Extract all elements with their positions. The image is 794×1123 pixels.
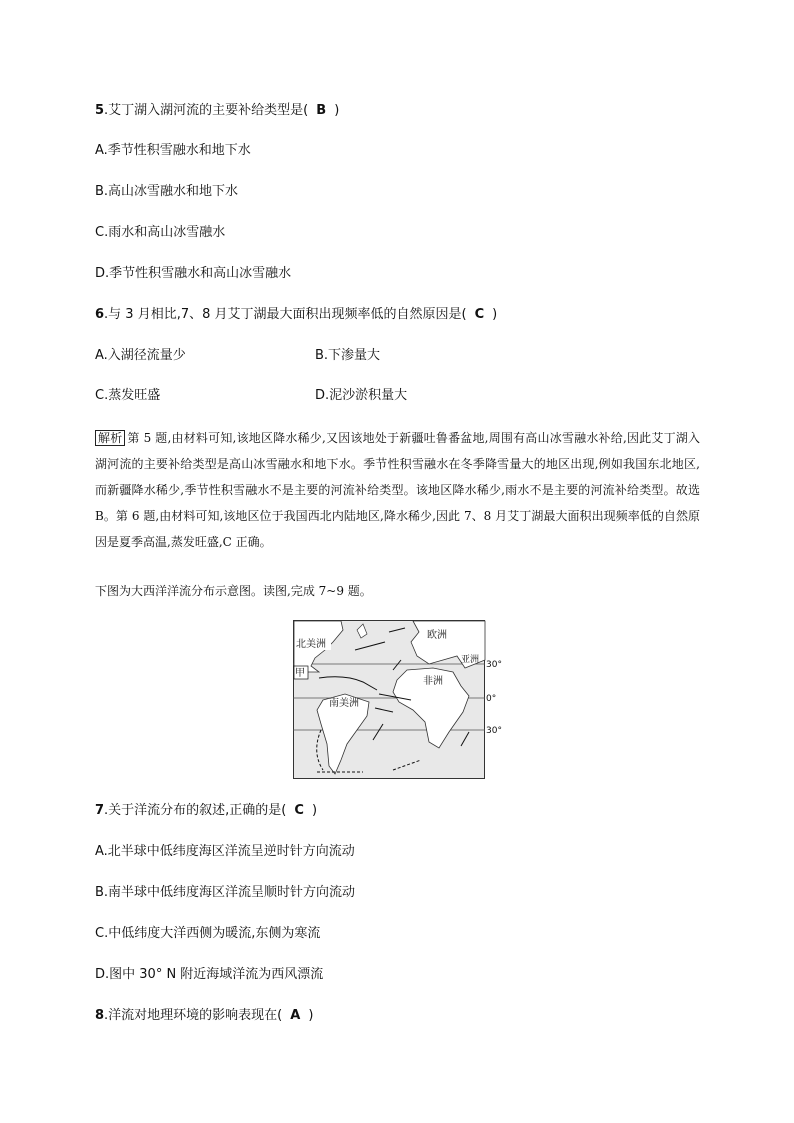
lat-label-30s: 30°	[486, 726, 502, 736]
question-number: 7	[95, 803, 105, 818]
option-b: B.下渗量大	[315, 348, 381, 363]
option-d: D.季节性积雪融水和高山冰雪融水	[95, 266, 292, 281]
option-d: D.图中 30° N 附近海域洋流为西风漂流	[95, 967, 324, 982]
question-text: .洋流对地理环境的影响表现在(	[104, 1008, 283, 1023]
question-6: 6.与 3 月相比,7、8 月艾丁湖最大面积出现频率低的自然原因是( C )	[95, 307, 498, 322]
option-c: C.雨水和高山冰雪融水	[95, 225, 226, 240]
option-a: A.北半球中低纬度海区洋流呈逆时针方向流动	[95, 844, 355, 859]
label-south-america: 南美洲	[329, 698, 359, 709]
answer: C	[294, 803, 304, 818]
question-number: 6	[95, 307, 105, 322]
label-jia: 甲	[295, 668, 305, 679]
option-d: D.泥沙淤积量大	[315, 388, 408, 403]
question-number: 5	[95, 103, 105, 118]
label-africa: 非洲	[423, 676, 443, 687]
answer: B	[316, 103, 327, 118]
answer: C	[474, 307, 485, 322]
question-text: .与 3 月相比,7、8 月艾丁湖最大面积出现频率低的自然原因是(	[104, 307, 467, 322]
option-row-cd	[95, 388, 408, 404]
explanation	[95, 425, 700, 555]
explanation-text: 第 5 题,由材料可知,该地区降水稀少,又因该地处于新疆吐鲁番盆地,周围有高山冰雪融水补给,因此艾丁湖入湖河流的主要补给类型是高山冰雪融水和地下水。季节性积雪融水在冬季降雪量大的地区出现,例如我国东北地区,而新疆降水稀少,季节性积雪融水不是主要的河流补给类型。该地区降水稀少,雨水不是主要的河流补给类型。故选 B。第 6 题,由材料可知,该地区位于我国西北内陆地区,降水稀少,因此 7、8 月艾丁湖最大面积出现频率低的自然原因是夏季高温,蒸发旺盛,C 正确。	[95, 431, 700, 549]
option-c: C.蒸发旺盛	[95, 388, 161, 403]
explanation-tag: 解析	[95, 430, 125, 446]
label-north-america: 北美洲	[296, 639, 326, 650]
label-asia: 亚洲	[461, 655, 480, 665]
question-text: .艾丁湖入湖河流的主要补给类型是(	[104, 103, 309, 118]
question-7: 7.关于洋流分布的叙述,正确的是( C )	[95, 803, 318, 818]
answer: A	[290, 1008, 301, 1023]
figure-intro: 下图为大西洋洋流分布示意图。读图,完成 7~9 题。	[95, 584, 372, 598]
option-b: B.南半球中低纬度海区洋流呈顺时针方向流动	[95, 885, 356, 900]
question-number: 8	[95, 1008, 105, 1023]
question-text: .关于洋流分布的叙述,正确的是(	[104, 803, 287, 818]
label-europe: 欧洲	[427, 630, 447, 641]
lat-label-30n: 30°	[486, 660, 502, 670]
option-a: A.入湖径流量少	[95, 348, 186, 363]
option-a: A.季节性积雪融水和地下水	[95, 143, 251, 158]
option-b: B.高山冰雪融水和地下水	[95, 184, 239, 199]
question-5: 5.艾丁湖入湖河流的主要补给类型是( B )	[95, 103, 340, 118]
option-row-ab	[95, 348, 381, 364]
atlantic-currents-map	[293, 620, 502, 780]
question-8: 8.洋流对地理环境的影响表现在( A )	[95, 1008, 314, 1023]
lat-label-eq: 0°	[486, 694, 497, 704]
option-c: C.中低纬度大洋西侧为暖流,东侧为寒流	[95, 926, 321, 941]
